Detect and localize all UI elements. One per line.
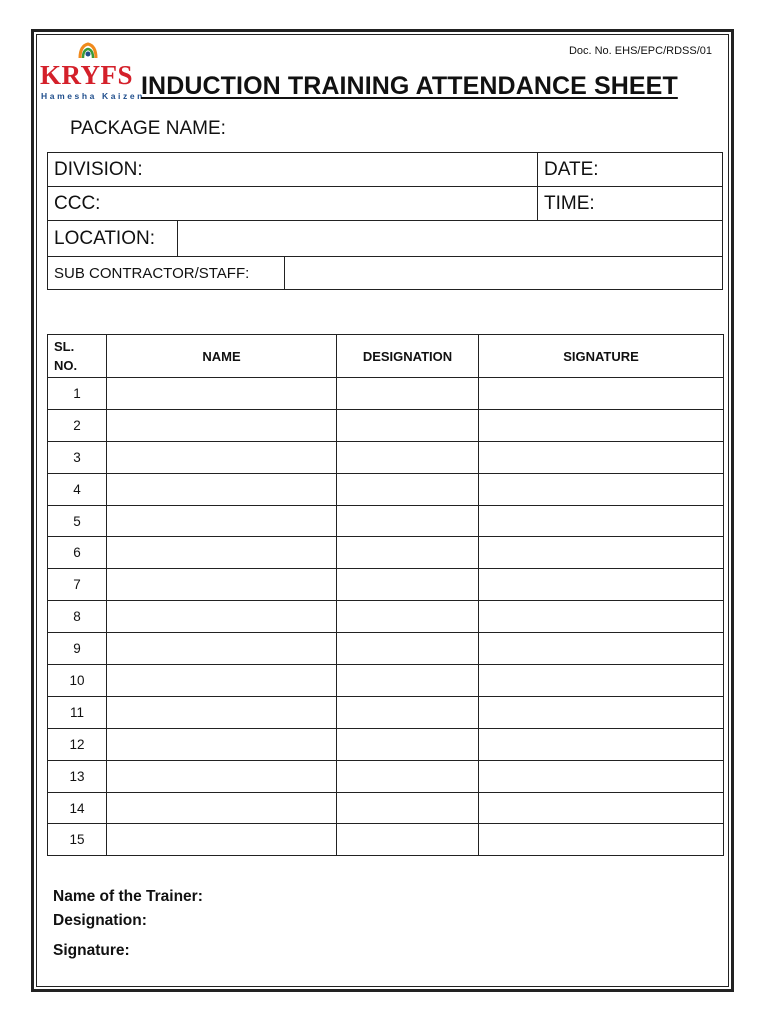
name-cell[interactable] <box>107 696 337 728</box>
table-row <box>48 792 724 824</box>
sl-no-cell: 11 <box>48 696 107 728</box>
attendance-table <box>47 334 724 856</box>
designation-cell[interactable] <box>337 728 479 760</box>
signature-cell[interactable] <box>479 569 724 601</box>
signature-cell[interactable] <box>479 728 724 760</box>
subcontractor-label: SUB CONTRACTOR/STAFF: <box>54 264 250 282</box>
signature-cell[interactable] <box>479 824 724 856</box>
logo-emblem-icon <box>77 40 99 60</box>
division-label: DIVISION: <box>54 158 143 180</box>
subcontractor-field[interactable] <box>285 257 723 290</box>
location-label: LOCATION: <box>54 227 155 249</box>
designation-cell[interactable] <box>337 537 479 569</box>
date-field[interactable] <box>538 153 723 187</box>
designation-cell[interactable] <box>337 824 479 856</box>
name-cell[interactable] <box>107 792 337 824</box>
sl-no-cell: 15 <box>48 824 107 856</box>
column-header-sl-no <box>48 335 107 378</box>
sl-no-cell: 8 <box>48 601 107 633</box>
date-label: DATE: <box>544 158 599 180</box>
name-cell[interactable] <box>107 505 337 537</box>
sl-no-cell: 9 <box>48 633 107 665</box>
info-row-subcontractor <box>48 257 723 290</box>
designation-cell[interactable] <box>337 696 479 728</box>
signature-cell[interactable] <box>479 665 724 697</box>
designation-cell[interactable] <box>337 569 479 601</box>
designation-cell[interactable] <box>337 601 479 633</box>
info-table <box>47 152 723 290</box>
sl-no-cell: 5 <box>48 505 107 537</box>
name-cell[interactable] <box>107 633 337 665</box>
page-title: INDUCTION TRAINING ATTENDANCE SHEET <box>141 72 678 100</box>
name-cell[interactable] <box>107 378 337 410</box>
signature-cell[interactable] <box>479 633 724 665</box>
sl-label-line2: NO. <box>54 358 78 373</box>
name-cell[interactable] <box>107 760 337 792</box>
designation-cell[interactable] <box>337 633 479 665</box>
signature-cell[interactable] <box>479 378 724 410</box>
subcontractor-label-cell <box>48 257 285 290</box>
trainer-signature-label: Signature: <box>53 942 130 959</box>
location-field[interactable] <box>178 221 723 257</box>
designation-cell[interactable] <box>337 760 479 792</box>
signature-cell[interactable] <box>479 792 724 824</box>
trainer-designation-label: Designation: <box>53 912 147 929</box>
sl-no-cell: 2 <box>48 409 107 441</box>
signature-cell[interactable] <box>479 441 724 473</box>
table-row <box>48 601 724 633</box>
name-cell[interactable] <box>107 473 337 505</box>
table-row <box>48 537 724 569</box>
table-row <box>48 473 724 505</box>
name-cell[interactable] <box>107 537 337 569</box>
sl-no-cell: 4 <box>48 473 107 505</box>
name-cell[interactable] <box>107 409 337 441</box>
signature-cell[interactable] <box>479 505 724 537</box>
designation-cell[interactable] <box>337 473 479 505</box>
column-header-signature: SIGNATURE <box>479 335 724 378</box>
logo-tagline: Hamesha Kaizen <box>41 91 145 101</box>
table-row <box>48 696 724 728</box>
signature-cell[interactable] <box>479 473 724 505</box>
table-row <box>48 633 724 665</box>
name-cell[interactable] <box>107 824 337 856</box>
sl-no-cell: 12 <box>48 728 107 760</box>
sl-no-cell: 10 <box>48 665 107 697</box>
attendance-header-row <box>48 335 724 378</box>
time-label: TIME: <box>544 192 595 214</box>
designation-cell[interactable] <box>337 665 479 697</box>
table-row <box>48 824 724 856</box>
info-row-ccc <box>48 187 723 221</box>
table-row <box>48 728 724 760</box>
name-cell[interactable] <box>107 728 337 760</box>
designation-cell[interactable] <box>337 441 479 473</box>
signature-cell[interactable] <box>479 601 724 633</box>
designation-cell[interactable] <box>337 505 479 537</box>
name-cell[interactable] <box>107 665 337 697</box>
sl-no-cell: 6 <box>48 537 107 569</box>
table-row <box>48 378 724 410</box>
signature-cell[interactable] <box>479 760 724 792</box>
signature-cell[interactable] <box>479 409 724 441</box>
name-cell[interactable] <box>107 569 337 601</box>
signature-cell[interactable] <box>479 696 724 728</box>
division-field[interactable] <box>48 153 538 187</box>
sl-no-cell: 13 <box>48 760 107 792</box>
trainer-name-label: Name of the Trainer: <box>53 888 203 905</box>
document-number: Doc. No. EHS/EPC/RDSS/01 <box>568 45 712 57</box>
table-row <box>48 505 724 537</box>
ccc-field[interactable] <box>48 187 538 221</box>
table-row <box>48 409 724 441</box>
column-header-designation: DESIGNATION <box>337 335 479 378</box>
package-name-label: PACKAGE NAME: <box>70 118 226 139</box>
designation-cell[interactable] <box>337 409 479 441</box>
time-field[interactable] <box>538 187 723 221</box>
location-label-cell <box>48 221 178 257</box>
designation-cell[interactable] <box>337 378 479 410</box>
sl-label-line1: SL. <box>54 339 75 354</box>
info-row-division <box>48 153 723 187</box>
signature-cell[interactable] <box>479 537 724 569</box>
table-row <box>48 441 724 473</box>
table-row <box>48 569 724 601</box>
info-row-location <box>48 221 723 257</box>
sl-no-cell: 7 <box>48 569 107 601</box>
sl-no-cell: 3 <box>48 441 107 473</box>
company-logo <box>40 40 145 106</box>
logo-wordmark: KRYFS <box>40 60 134 90</box>
sl-no-cell: 1 <box>48 378 107 410</box>
ccc-label: CCC: <box>54 192 101 214</box>
table-row <box>48 665 724 697</box>
column-header-name: NAME <box>107 335 337 378</box>
name-cell[interactable] <box>107 441 337 473</box>
name-cell[interactable] <box>107 601 337 633</box>
table-row <box>48 760 724 792</box>
sl-no-cell: 14 <box>48 792 107 824</box>
designation-cell[interactable] <box>337 792 479 824</box>
